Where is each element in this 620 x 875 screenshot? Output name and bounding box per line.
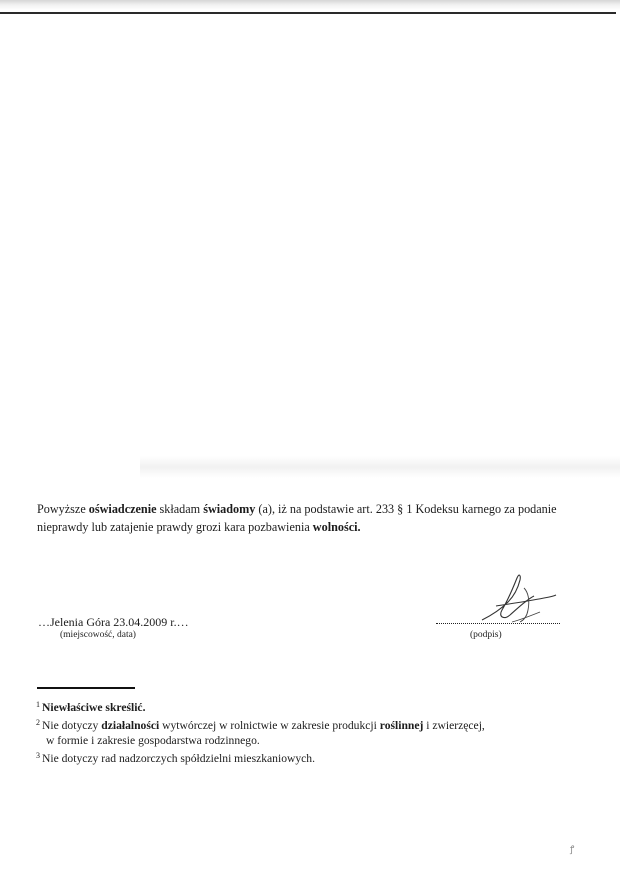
statement-bold-3: wolności. [312,520,361,534]
corner-mark: ꝭ [570,844,575,854]
footnote-separator [37,687,135,689]
signature-stroke-cross [496,595,556,606]
footnote-1-text: Niewłaściwe skreślić. [42,701,146,714]
signature-caption: (podpis) [470,630,502,640]
footnote-2-bold-1: działalności [101,719,160,732]
top-rule [0,12,616,14]
statement-bold-1: oświadczenie [88,502,157,516]
statement-text-3: (a), iż na podstawie art. 233 § 1 Kodeksu karnego za podanie nieprawdy lub zatajenie prawdy grozi kara pozbawienia [37,502,557,534]
footnotes [36,697,596,766]
footnote-3 [36,748,596,766]
footnote-1-number: 1 [36,700,40,709]
declaration-statement [37,500,597,536]
footnote-3-number: 3 [36,751,40,760]
footnote-1 [36,697,596,715]
footnote-3-text: Nie dotyczy rad nadzorczych spółdzielni mieszkaniowych. [42,752,315,765]
signature-dotted-line [436,613,560,624]
scan-top-edge [0,0,620,10]
footnote-2-text-1: Nie dotyczy [42,719,102,732]
statement-text-2: składam [156,502,204,516]
footnote-2-text-2: wytwórczej w rolnictwie w zakresie produkcji [159,719,380,732]
statement-bold-2: świadomy [203,502,256,516]
statement-text-1: Powyższe [37,502,89,516]
place-date-caption: (miejscowość, data) [60,630,136,640]
footnote-2-bold-2: roślinnej [379,719,424,732]
footnote-2 [36,715,596,733]
scan-shadow [140,456,620,478]
footnote-2-text-3: i zwierzęcej, [423,719,485,732]
footnote-2-number: 2 [36,718,40,727]
footnote-2-continuation: w formie i zakresie gospodarstwa rodzinnego. [46,734,260,747]
place-date-value: …Jelenia Góra 23.04.2009 r.… [38,615,189,629]
